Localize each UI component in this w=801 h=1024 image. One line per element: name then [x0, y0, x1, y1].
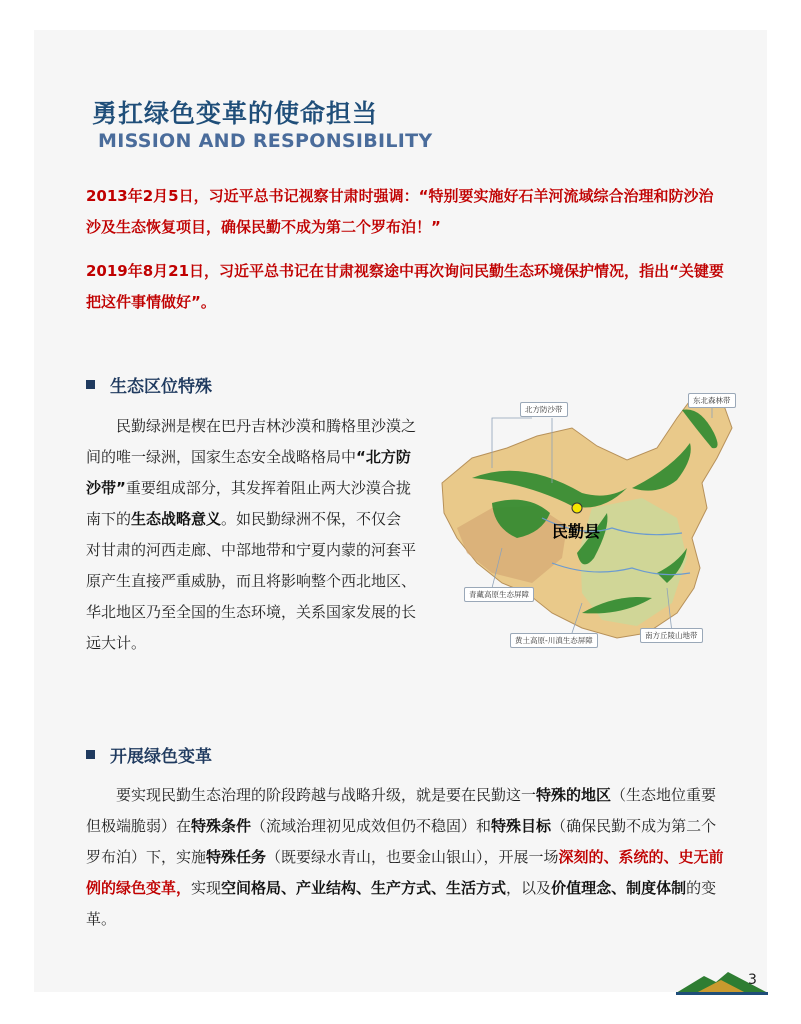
text-run-bold: 特殊目标 — [491, 817, 552, 835]
text-run-bold: 空间格局、产业结构、生产方式、生活方式 — [221, 879, 507, 897]
text-run-bold: 特殊任务 — [206, 848, 267, 866]
section-heading-ecology — [86, 372, 212, 397]
square-bullet-icon — [86, 380, 95, 389]
minqin-marker-icon — [572, 503, 582, 513]
text-run: ，以及 — [506, 879, 552, 897]
map-box-south: 南方丘陵山地带 — [640, 628, 703, 643]
text-run: 要实现民勤生态治理的阶段跨越与战略升级，就是要在民勤这一 — [86, 786, 537, 804]
page-subtitle: MISSION AND RESPONSIBILITY — [98, 130, 433, 152]
text-run: 民勤绿洲是楔在巴丹吉林沙漠和腾格里沙漠之间的唯一绿洲，国家生态安全战略格局中 — [86, 417, 417, 466]
text-run: （确保民勤不成为第二个罗布泊）下，实施 — [86, 817, 717, 866]
quote-2013: 2013年2月5日，习近平总书记视察甘肃时强调：“特别要实施好石羊河流域综合治理和防沙治沙及生态恢复项目，确保民勤不成为第二个罗布泊！” — [86, 187, 714, 236]
section-heading-text: 开展绿色变革 — [110, 747, 212, 767]
text-run: 重要组成部分，其发挥着阻止两大沙漠合拢南下的 — [86, 479, 411, 528]
text-run: （生态地位重要但极端脆弱）在 — [86, 786, 717, 835]
text-run: 。如民勤绿洲不保，不仅会对甘肃的河西走廊、中部地带和宁夏内蒙的河套平原产生直接严重威胁，而且将影响整个西北地区、华北地区乃至全国的生态环境，关系国家发展的长远大计。 — [86, 510, 417, 652]
text-run: （既要绿水青山，也要金山银山），开展一场 — [266, 848, 559, 866]
map-box-loess: 黄土高原-川滇生态屏障 — [510, 633, 598, 648]
map-marker-label: 民勤县 — [552, 522, 601, 541]
paragraph-ecology — [86, 411, 416, 659]
text-run: 的变革。 — [86, 879, 717, 928]
page-number: 3 — [748, 972, 757, 988]
map-box-north: 北方防沙带 — [520, 402, 568, 417]
section-heading-text: 生态区位特殊 — [110, 377, 212, 397]
text-run-bold: 生态战略意义 — [131, 510, 222, 528]
map-box-qinghai: 青藏高原生态屏障 — [464, 587, 534, 602]
text-run-bold: 价值理念、制度体制 — [551, 879, 687, 897]
text-run: 实现 — [191, 879, 222, 897]
text-run-bold: 特殊条件 — [191, 817, 252, 835]
map-box-northeast: 东北森林带 — [688, 393, 736, 408]
section-heading-green-reform — [86, 742, 212, 767]
quote-2019: 2019年8月21日，习近平总书记在甘肃视察途中再次询问民勤生态环境保护情况，指出“关键要把这件事情做好”。 — [86, 262, 724, 311]
text-run: （流域治理初见成效但仍不稳固）和 — [251, 817, 492, 835]
text-run-red: 深刻的、系统的、史无前例的绿色变革， — [86, 848, 724, 897]
text-run-bold: “北方防沙带” — [86, 448, 411, 497]
paragraph-green-reform — [86, 780, 726, 935]
text-run-bold: 特殊的地区 — [536, 786, 612, 804]
square-bullet-icon — [86, 750, 95, 759]
page-title: 勇扛绿色变革的使命担当 — [92, 99, 379, 128]
